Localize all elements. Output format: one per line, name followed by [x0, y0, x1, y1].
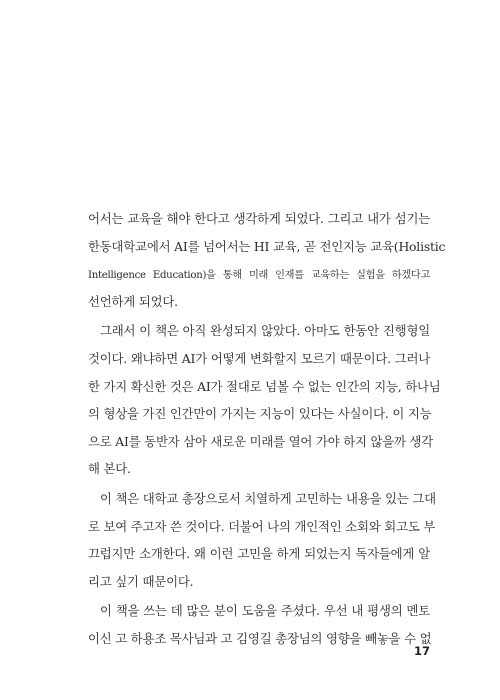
text-line: 선언하게 되었다.: [88, 293, 178, 309]
text-line: 이 책은 대학교 총장으로서 치열하게 고민하는 내용을 있는 그대: [100, 490, 436, 506]
paragraph-2: [88, 317, 441, 483]
text-line: 리고 싶기 때문이다.: [88, 573, 194, 589]
paragraph-4: [88, 597, 430, 652]
text-line: 이 책을 쓰는 데 많은 분이 도움을 주셨다. 우선 내 평생의 멘토: [100, 603, 430, 619]
text-line: 로 보여 주고자 쓴 것이다. 더불어 나의 개인적인 소회와 회고도 부: [88, 518, 436, 534]
text-line: 끄럽지만 소개한다. 왜 이런 고민을 하게 되었는지 독자들에게 알: [88, 546, 430, 562]
text-line: 것이다. 왜냐하면 AI가 어떻게 변화할지 모르기 때문이다. 그러나: [88, 350, 430, 366]
body-text: [88, 205, 446, 655]
text-line-small: Intelligence Education)을 통해 미래 인재를 교육하는 실험을 하겠다고: [88, 270, 430, 282]
text-line: 이신 고 하용조 목사님과 고 김영길 총장님의 영향을 빼놓을 수 없: [88, 630, 432, 646]
text-line: 으로 AI를 동반자 삼아 새로운 미래를 열어 가야 하지 않을까 생각: [88, 433, 434, 449]
text-line: 어서는 교육을 해야 한다고 생각하게 되었다. 그리고 내가 섬기는: [88, 211, 430, 226]
text-line: 해 본다.: [88, 461, 131, 477]
paragraph-1: [88, 205, 446, 315]
text-line: 한 가지 확신한 것은 AI가 절대로 넘볼 수 없는 인간의 지능, 하나님: [88, 378, 441, 394]
text-line: 그래서 이 책은 아직 완성되지 않았다. 아마도 한동안 진행형일: [100, 323, 430, 339]
text-line: 한동대학교에서 AI를 넘어서는 HI 교육, 곧 전인지능 교육(Holistic: [88, 238, 446, 254]
paragraph-3: [88, 485, 436, 595]
text-line: [88, 260, 430, 288]
text-line: 의 형상을 가진 인간만이 가지는 지능이 있다는 사실이다. 이 지능: [88, 406, 432, 422]
page-number: 17: [413, 644, 430, 658]
